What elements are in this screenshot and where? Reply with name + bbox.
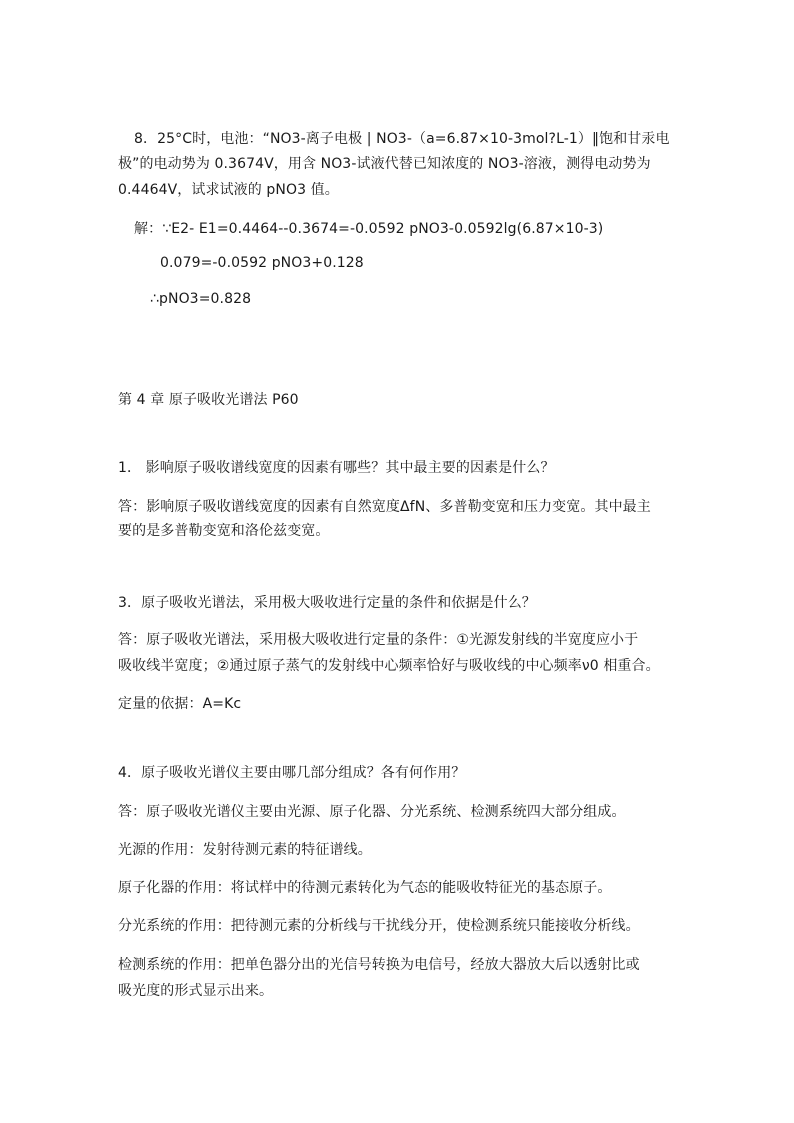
q4-answer-line-2: 光源的作用：发射待测元素的特征谱线。 (118, 842, 372, 858)
q4-answer-line-4: 分光系统的作用：把待测元素的分析线与干扰线分开，使检测系统只能接收分析线。 (118, 918, 640, 934)
q4-answer-line-3: 原子化器的作用：将试样中的待测元素转化为气态的能吸收特征光的基态原子。 (118, 880, 612, 896)
q4-question: 4．原子吸收光谱仪主要由哪几部分组成？各有何作用？ (118, 765, 466, 781)
q3-answer-line-2: 吸收线半宽度；②通过原子蒸气的发射线中心频率恰好与吸收线的中心频率ν0 相重合。 (118, 658, 660, 674)
chapter-title: 第 4 章 原子吸收光谱法 P60 (118, 392, 299, 408)
q8-solution-line-1: 解：∵E2- E1=0.4464--0.3674=-0.0592 pNO3-0.0592lg(6.87×10-3) (134, 221, 604, 237)
q3-answer-line-1: 答：原子吸收光谱法，采用极大吸收进行定量的条件：①光源发射线的半宽度应小于 (118, 632, 639, 648)
q3-question: 3．原子吸收光谱法，采用极大吸收进行定量的条件和依据是什么？ (118, 595, 536, 611)
q8-text-line-3: 0.4464V，试求试液的 pNO3 值。 (118, 182, 339, 198)
q1-answer-line-2: 要的是多普勒变宽和洛伦兹变宽。 (118, 523, 330, 539)
q1-question: 1． 影响原子吸收谱线宽度的因素有哪些？其中最主要的因素是什么？ (118, 460, 555, 476)
q3-answer-line-3: 定量的依据：A=Kc (118, 696, 242, 712)
q8-text-line-1: 8．25°C时，电池：“NO3-离子电极 | NO3-（a=6.87×10-3mol?L-1）‖饱和甘汞电 (134, 131, 670, 147)
q4-answer-line-6: 吸光度的形式显示出来。 (118, 983, 274, 999)
q8-text-line-2: 极”的电动势为 0.3674V，用含 NO3-试液代替已知浓度的 NO3-溶液，测得电动势为 (118, 156, 651, 172)
q4-answer-line-1: 答：原子吸收光谱仪主要由光源、原子化器、分光系统、检测系统四大部分组成。 (118, 804, 626, 820)
q4-answer-line-5: 检测系统的作用：把单色器分出的光信号转换为电信号，经放大器放大后以透射比或 (118, 957, 640, 973)
q8-solution-line-3: ∴pNO3=0.828 (150, 291, 252, 307)
q1-answer-line-1: 答：影响原子吸收谱线宽度的因素有自然宽度ΔfN、多普勒变宽和压力变宽。其中最主 (118, 499, 651, 515)
q8-solution-line-2: 0.079=-0.0592 pNO3+0.128 (160, 255, 364, 271)
